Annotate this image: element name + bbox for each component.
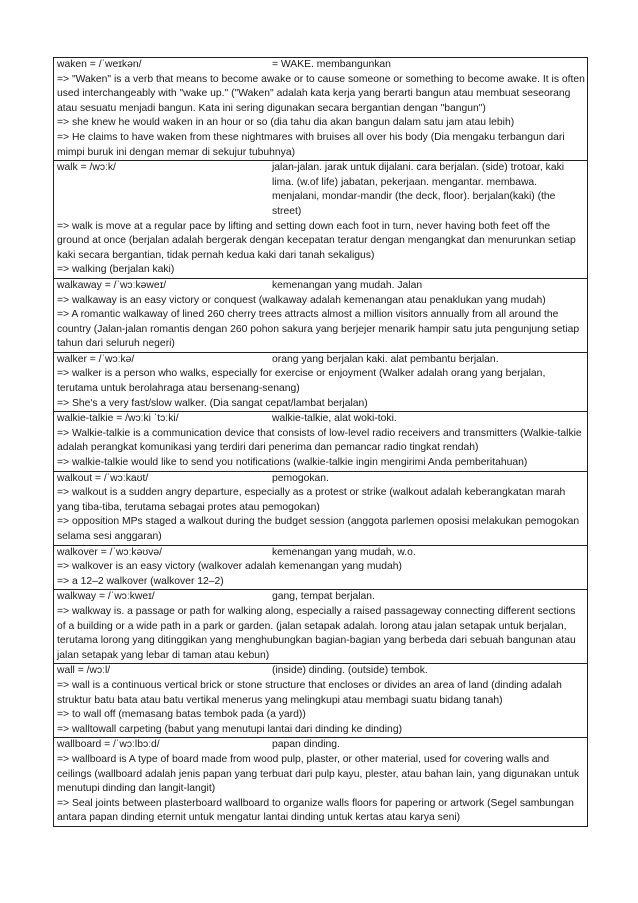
example-line: => walltowall carpeting (babut yang menutupi lantai dari dinding ke dinding)	[57, 723, 403, 735]
example-line: => walkway is. a passage or path for walking along, especially a raised passageway connecting different sections of a building or a wide path in a park or garden. (jalan setapak adalah. lorong atau jalan setapak untuk berjalan, terutama lorong yang ditinggikan yang menghubungkan bagian-bagian yang berbeda dari sebuah bangunan atau jalan setapak yang lebar di taman atau kebun)	[57, 605, 576, 661]
example-line: => to wall off (memasang batas tembok pada (a yard))	[57, 709, 306, 721]
example-line: => walk is move at a regular pace by lifting and setting down each foot in turn, never having both feet off the ground at once (berjalan adalah bergerak dengan kecepatan teratur dengan mengangkat dan menurunkan setiap kaki secara bergantian, tidak pernah kedua kaki dari tanah sekaligus)	[57, 220, 576, 261]
headword: waken = /ˈweɪkən/	[57, 59, 142, 70]
example-line: => walking (berjalan kaki)	[57, 264, 175, 276]
entry-wall	[54, 664, 587, 738]
dictionary-table	[53, 57, 588, 827]
example-line: => opposition MPs staged a walkout during the budget session (anggota parlemen oposisi melakukan pemogokan selama sesi anggaran)	[57, 516, 580, 542]
entry-header	[57, 58, 585, 73]
example-line: => A romantic walkaway of lined 260 cherry trees attracts almost a million visitors annually from all around the country (Jalan-jalan romantis dengan 260 pohon sakura yang berjejer menarik hampir satu juta pengunjung setiap tahun dari seluruh negeri)	[57, 309, 580, 350]
headword: walkover = /ˈwɔːkəʊvə/	[57, 546, 163, 558]
headword: walkie-talkie = /wɔːki ˈtɔːki/	[57, 413, 179, 425]
example-line: => wall is a continuous vertical brick or stone structure that encloses or divides an area of land (dinding adalah struktur batu bata atau batu vertikal menerus yang melingkupi atau membagi suatu bidang tanah)	[57, 679, 562, 706]
example-line: => walkaway is an easy victory or conquest (walkaway adalah kemenangan atau penaklukan yang mudah)	[57, 294, 546, 306]
headword: walkaway = /ˈwɔːkəweɪ/	[57, 279, 167, 291]
headword: walkout = /ˈwɔːkaʊt/	[57, 472, 149, 484]
headword: wall = /wɔːl/	[57, 665, 111, 677]
example-line: => a 12–2 walkover (walkover 12–2)	[57, 575, 224, 587]
example-line: => wallboard is A type of board made from wood pulp, plaster, or other material, used for covering walls and ceilings (wallboard adalah jenis papan yang terbuat dari pulp kayu, plester, atau bahan lain, yang digunakan untuk menutupi dinding dan langit-langit)	[57, 753, 580, 795]
definition: papan dinding.	[272, 739, 340, 751]
example-line: => "Waken" is a verb that means to become awake or to cause someone or something to become awake. It is often used interchangeably with "wake up." ("Waken" adalah kata kerja yang berarti bangun atau membuat seseorang atau sesuatu menjadi bangun. Kata ini sering digunakan secara bergantian dengan "bangun")	[57, 73, 585, 114]
entry-header	[57, 738, 585, 753]
entry-header	[57, 279, 585, 294]
definition: walkie-talkie, alat woki-toki.	[272, 413, 397, 425]
entry-walk	[54, 161, 587, 279]
headword: wallboard = /ˈwɔːlbɔːd/	[57, 739, 160, 751]
entry-wallboard	[54, 738, 587, 827]
example-line: => walkover is an easy victory (walkover adalah kemenangan yang mudah)	[57, 561, 402, 573]
example-line: => walker is a person who walks, especially for exercise or enjoyment (Walker adalah orang yang berjalan, terutama untuk berolahraga atau bersenang-senang)	[57, 368, 546, 395]
entry-walkout	[54, 472, 587, 546]
definition: (inside) dinding. (outside) tembok.	[272, 665, 428, 677]
entry-header	[57, 353, 585, 368]
definition: = WAKE. membangunkan	[272, 59, 391, 70]
definition: kemenangan yang mudah, w.o.	[272, 546, 416, 558]
example-line: => walkie-talkie would like to send you notifications (walkie-talkie ingin mengirimi Anda pemberitahuan)	[57, 457, 528, 469]
headword: walkway = /ˈwɔːkweɪ/	[57, 591, 155, 603]
entry-walkover	[54, 546, 587, 591]
example-line: => She's a very fast/slow walker. (Dia sangat cepat/lambat berjalan)	[57, 397, 368, 409]
entry-header	[57, 161, 585, 219]
entry-walkie-talkie	[54, 412, 587, 471]
definition: orang yang berjalan kaki. alat pembantu berjalan.	[272, 353, 499, 365]
headword: walk = /wɔːk/	[57, 162, 116, 174]
entry-walkaway	[54, 279, 587, 353]
headword: walker = /ˈwɔːkə/	[57, 353, 135, 365]
definition: kemenangan yang mudah. Jalan	[272, 279, 423, 291]
entry-walker	[54, 353, 587, 412]
entry-header	[57, 664, 585, 679]
entry-header	[57, 546, 585, 561]
example-line: => Walkie-talkie is a communication device that consists of low-level radio receivers and transmitters (Walkie-talkie adalah perangkat komunikasi yang terdiri dari penerima dan pemancar radio tingkat rendah)	[57, 427, 582, 454]
entry-waken	[54, 58, 587, 161]
entry-header	[57, 412, 585, 427]
definition: pemogokan.	[272, 472, 329, 484]
example-line: => He claims to have waken from these nightmares with bruises all over his body (Dia mengaku terbangun dari mimpi buruk ini dengan memar di sekujur tubuhnya)	[57, 131, 565, 158]
entry-walkway	[54, 590, 587, 664]
example-line: => walkout is a sudden angry departure, especially as a protest or strike (walkout adalah keberangkatan marah yang tiba-tiba, terutama sebagai protes atau pemogokan)	[57, 487, 566, 513]
example-line: => she knew he would waken in an hour or so (dia tahu dia akan bangun dalam satu jam atau lebih)	[57, 117, 515, 129]
definition: gang, tempat berjalan.	[272, 591, 375, 603]
example-line: => Seal joints between plasterboard wallboard to organize walls floors for papering or artwork (Segel sambungan antara papan dinding eternit untuk mengatur lantai dinding untuk kertas atau karya seni)	[57, 797, 574, 824]
entry-header	[57, 590, 585, 605]
entry-header	[57, 472, 585, 487]
definition: jalan-jalan. jarak untuk dijalani. cara berjalan. (side) trotoar, kaki lima. (w.of life) jabatan, pekerjaan. mengantar. membawa. menjalani, mondar-mandir (the deck, floor). berjalan(kaki) (the street)	[272, 162, 565, 217]
